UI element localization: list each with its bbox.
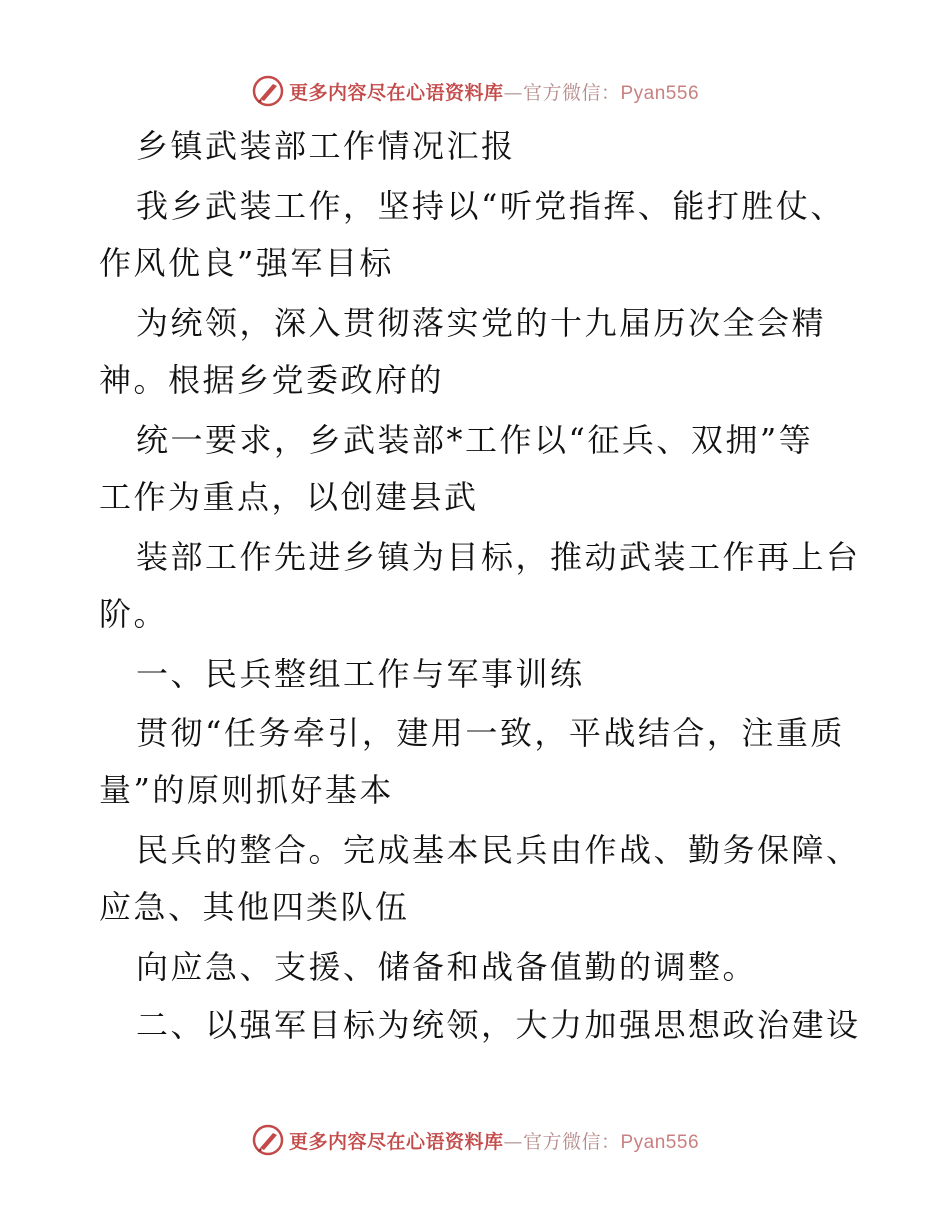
watermark-separator: — xyxy=(503,81,523,104)
footer-watermark xyxy=(0,1120,950,1160)
watermark-wechat-label: 官方微信： xyxy=(522,1130,621,1153)
paragraph-line: 工作为重点，以创建县武 xyxy=(99,478,479,516)
paragraph-line: 神。根据乡党委政府的 xyxy=(99,361,445,399)
header-watermark xyxy=(0,71,950,111)
watermark-wechat-id: Pyan556 xyxy=(620,1131,700,1153)
section-heading: 一、民兵整组工作与军事训练 xyxy=(136,655,585,693)
paragraph-line: 向应急、支援、储备和战备值勤的调整。 xyxy=(136,948,758,986)
section-heading: 二、以强军目标为统领，大力加强思想政治建设 xyxy=(136,1006,861,1044)
paragraph-line: 应急、其他四类队伍 xyxy=(99,888,410,926)
paragraph-line: 装部工作先进乡镇为目标，推动武装工作再上台 xyxy=(136,538,861,576)
paragraph-line: 民兵的整合。完成基本民兵由作战、勤务保障、 xyxy=(136,831,861,869)
paragraph-line: 为统领，深入贯彻落实党的十九届历次全会精 xyxy=(136,304,827,342)
watermark-wechat-label: 官方微信： xyxy=(522,81,621,104)
quill-pen-logo-icon xyxy=(251,1123,285,1157)
paragraph-line: 阶。 xyxy=(99,595,169,633)
paragraph-line: 贯彻“任务牵引，建用一致，平战结合，注重质 xyxy=(136,714,845,752)
watermark-brand: 更多内容尽在心语资料库 xyxy=(288,81,504,104)
paragraph-line: 统一要求，乡武装部*工作以“征兵、双拥”等 xyxy=(136,421,814,459)
watermark-wechat-id: Pyan556 xyxy=(620,82,700,104)
paragraph-line: 我乡武装工作，坚持以“听党指挥、能打胜仗、 xyxy=(136,187,845,225)
paragraph-line: 量”的原则抓好基本 xyxy=(99,771,394,809)
quill-pen-logo-icon xyxy=(251,74,285,108)
watermark-separator: — xyxy=(503,1130,523,1153)
document-title: 乡镇武装部工作情况汇报 xyxy=(136,127,516,165)
watermark-brand: 更多内容尽在心语资料库 xyxy=(288,1130,504,1153)
paragraph-line: 作风优良”强军目标 xyxy=(99,244,394,282)
